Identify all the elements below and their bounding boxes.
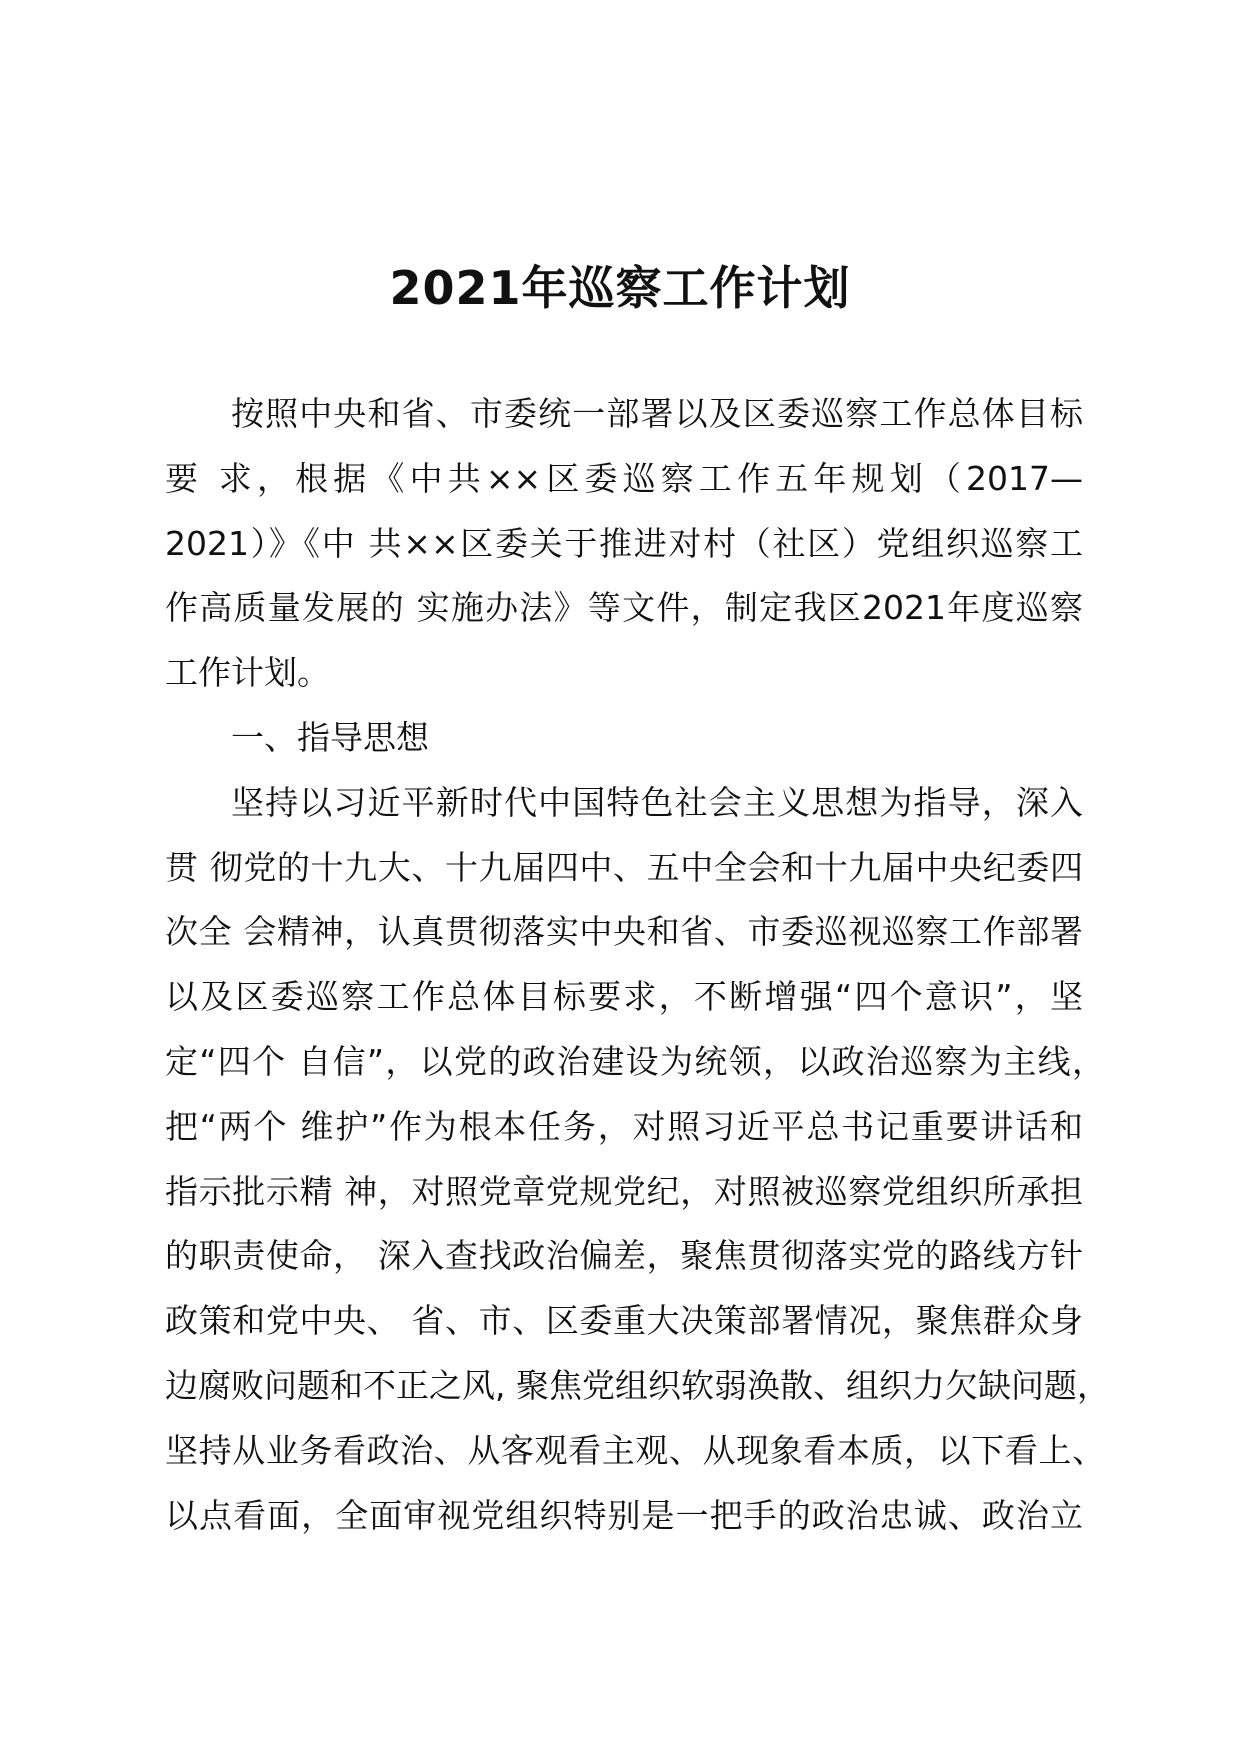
text-line: 指示批示精 神，对照党章党规党纪，对照被巡察党组织所承担 xyxy=(165,1171,1083,1211)
text-line: 以点看面，全面审视党组织特别是一把手的政治忠诚、政治立 xyxy=(165,1495,1083,1535)
text-line: 以及区委巡察工作总体目标要求，不断增强“四个意识”，坚 xyxy=(165,977,1083,1017)
text-line: 坚持从业务看政治、从客观看主观、从现象看本质，以下看上、 xyxy=(165,1430,1105,1470)
text-line: 坚持以习近平新时代中国特色社会主义思想为指导，深入 xyxy=(231,782,1083,822)
text-line: 的职责使命， 深入查找政治偏差，聚焦贯彻落实党的路线方针 xyxy=(165,1236,1083,1276)
text-line: 边腐败问题和不正之风, 聚焦党组织软弱涣散、组织力欠缺问题， xyxy=(165,1365,1110,1405)
text-line: 工作计划。 xyxy=(165,653,330,693)
text-line: 要 求，根据《中共××区委巡察工作五年规划（2017— xyxy=(165,458,1083,498)
text-line: 2021）》《中 共××区委关于推进对村（社区）党组织巡察工 xyxy=(165,523,1083,563)
text-line: 次全 会精神，认真贯彻落实中央和省、市委巡视巡察工作部署 xyxy=(165,912,1083,952)
document-title: 2021年巡察工作计划 xyxy=(389,261,851,315)
text-line: 一、指导思想 xyxy=(231,717,429,757)
document-body xyxy=(165,382,1110,1548)
text-line: 把“两个 维护”作为根本任务，对照习近平总书记重要讲话和 xyxy=(165,1106,1083,1146)
text-line: 政策和党中央、 省、市、区委重大决策部署情况，聚焦群众身 xyxy=(165,1301,1083,1341)
text-line: 定“四个 自信”，以党的政治建设为统领，以政治巡察为主线， xyxy=(165,1041,1105,1081)
text-line: 作高质量发展的 实施办法》等文件，制定我区2021年度巡察 xyxy=(165,588,1083,628)
text-line: 按照中央和省、市委统一部署以及区委巡察工作总体目标 xyxy=(231,394,1083,433)
text-line: 贯 彻党的十九大、十九届四中、五中全会和十九届中央纪委四 xyxy=(165,847,1083,887)
